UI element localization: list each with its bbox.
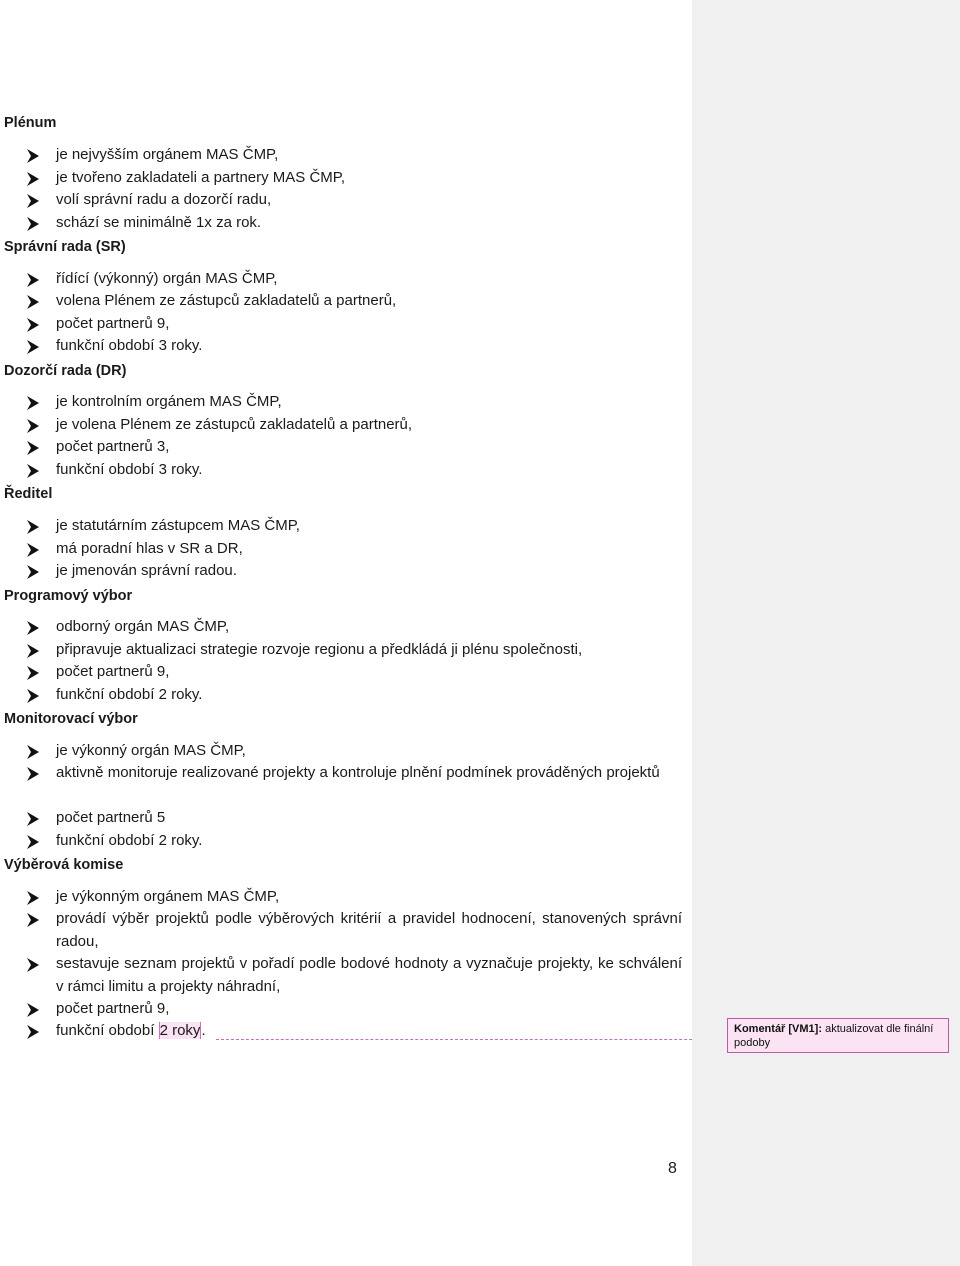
section-heading-reditel: Ředitel: [4, 486, 53, 502]
section-heading-dozorci-rada: Dozorčí rada (DR): [4, 363, 127, 379]
list-item: počet partnerů 9,: [56, 1000, 170, 1017]
arrow-bullet-icon: [26, 1002, 40, 1018]
list-item: počet partnerů 9,: [56, 663, 170, 680]
list-item: je statutárním zástupcem MAS ČMP,: [56, 517, 300, 534]
arrow-bullet-icon: [26, 811, 40, 827]
list-item: volí správní radu a dozorčí radu,: [56, 191, 272, 208]
list-item: funkční období 2 roky.: [56, 686, 203, 703]
arrow-bullet-icon: [26, 418, 40, 434]
arrow-bullet-icon: [26, 564, 40, 580]
arrow-bullet-icon: [26, 744, 40, 760]
list-item: počet partnerů 3,: [56, 438, 170, 455]
section-heading-programovy-vybor: Programový výbor: [4, 588, 133, 604]
section-heading-plenum: Plénum: [4, 115, 57, 131]
arrow-bullet-icon: [26, 317, 40, 333]
arrow-bullet-icon: [26, 688, 40, 704]
comment-label: Komentář [VM1]:: [734, 1023, 823, 1035]
comment-margin-pane: [692, 0, 960, 1266]
list-item: schází se minimálně 1x za rok.: [56, 214, 262, 231]
arrow-bullet-icon: [26, 148, 40, 164]
list-item: funkční období 2 roky.: [56, 832, 203, 849]
arrow-bullet-icon: [26, 665, 40, 681]
comment-connector-line: [216, 1039, 727, 1040]
list-item: má poradní hlas v SR a DR,: [56, 540, 243, 557]
list-item: aktivně monitoruje realizované projekty a kontroluje plnění podmínek prováděných projektů: [56, 764, 660, 781]
list-item: je nejvyšším orgánem MAS ČMP,: [56, 146, 279, 163]
arrow-bullet-icon: [26, 272, 40, 288]
arrow-bullet-icon: [26, 193, 40, 209]
arrow-bullet-icon: [26, 542, 40, 558]
list-item: sestavuje seznam projektů v pořadí podle bodové hodnoty a vyznačuje projekty, ke schválení v rámci limitu a projekty náhradní,: [56, 955, 682, 995]
list-item: připravuje aktualizaci strategie rozvoje regionu a předkládá ji plénu společnosti,: [56, 641, 583, 658]
list-item: provádí výběr projektů podle výběrových kritérií a pravidel hodnocení, stanovených správní radou,: [56, 910, 682, 950]
commented-text-highlight[interactable]: 2 roky: [159, 1022, 201, 1039]
list-item: počet partnerů 5: [56, 809, 166, 826]
list-item: řídící (výkonný) orgán MAS ČMP,: [56, 270, 278, 287]
item-prefix: funkční období: [56, 1022, 159, 1039]
arrow-bullet-icon: [26, 294, 40, 310]
section-heading-spravni-rada: Správní rada (SR): [4, 239, 126, 255]
arrow-bullet-icon: [26, 1024, 40, 1040]
list-item: je výkonným orgánem MAS ČMP,: [56, 888, 280, 905]
arrow-bullet-icon: [26, 463, 40, 479]
arrow-bullet-icon: [26, 171, 40, 187]
comment-text: aktualizovat dle finální podoby: [734, 1023, 934, 1049]
arrow-bullet-icon: [26, 620, 40, 636]
section-heading-monitorovaci-vybor: Monitorovací výbor: [4, 711, 138, 727]
list-item: volena Plénem ze zástupců zakladatelů a partnerů,: [56, 292, 397, 309]
arrow-bullet-icon: [26, 643, 40, 659]
list-item: je výkonný orgán MAS ČMP,: [56, 742, 246, 759]
arrow-bullet-icon: [26, 395, 40, 411]
list-item: je volena Plénem ze zástupců zakladatelů a partnerů,: [56, 416, 413, 433]
arrow-bullet-icon: [26, 339, 40, 355]
page-number: 8: [668, 1160, 677, 1177]
arrow-bullet-icon: [26, 519, 40, 535]
section-heading-vyberova-komise: Výběrová komise: [4, 857, 124, 873]
arrow-bullet-icon: [26, 766, 40, 782]
list-item: je jmenován správní radou.: [56, 562, 237, 579]
arrow-bullet-icon: [26, 890, 40, 906]
comment-balloon[interactable]: [727, 1018, 949, 1053]
arrow-bullet-icon: [26, 216, 40, 232]
list-item: funkční období 3 roky.: [56, 337, 203, 354]
arrow-bullet-icon: [26, 440, 40, 456]
list-item: je kontrolním orgánem MAS ČMP,: [56, 393, 282, 410]
item-suffix: .: [201, 1022, 206, 1039]
list-item: funkční období 3 roky.: [56, 461, 203, 478]
arrow-bullet-icon: [26, 834, 40, 850]
list-item: počet partnerů 9,: [56, 315, 170, 332]
arrow-bullet-icon: [26, 912, 40, 928]
arrow-bullet-icon: [26, 957, 40, 973]
list-item: odborný orgán MAS ČMP,: [56, 618, 230, 635]
list-item: je tvořeno zakladateli a partnery MAS ČMP,: [56, 169, 346, 186]
